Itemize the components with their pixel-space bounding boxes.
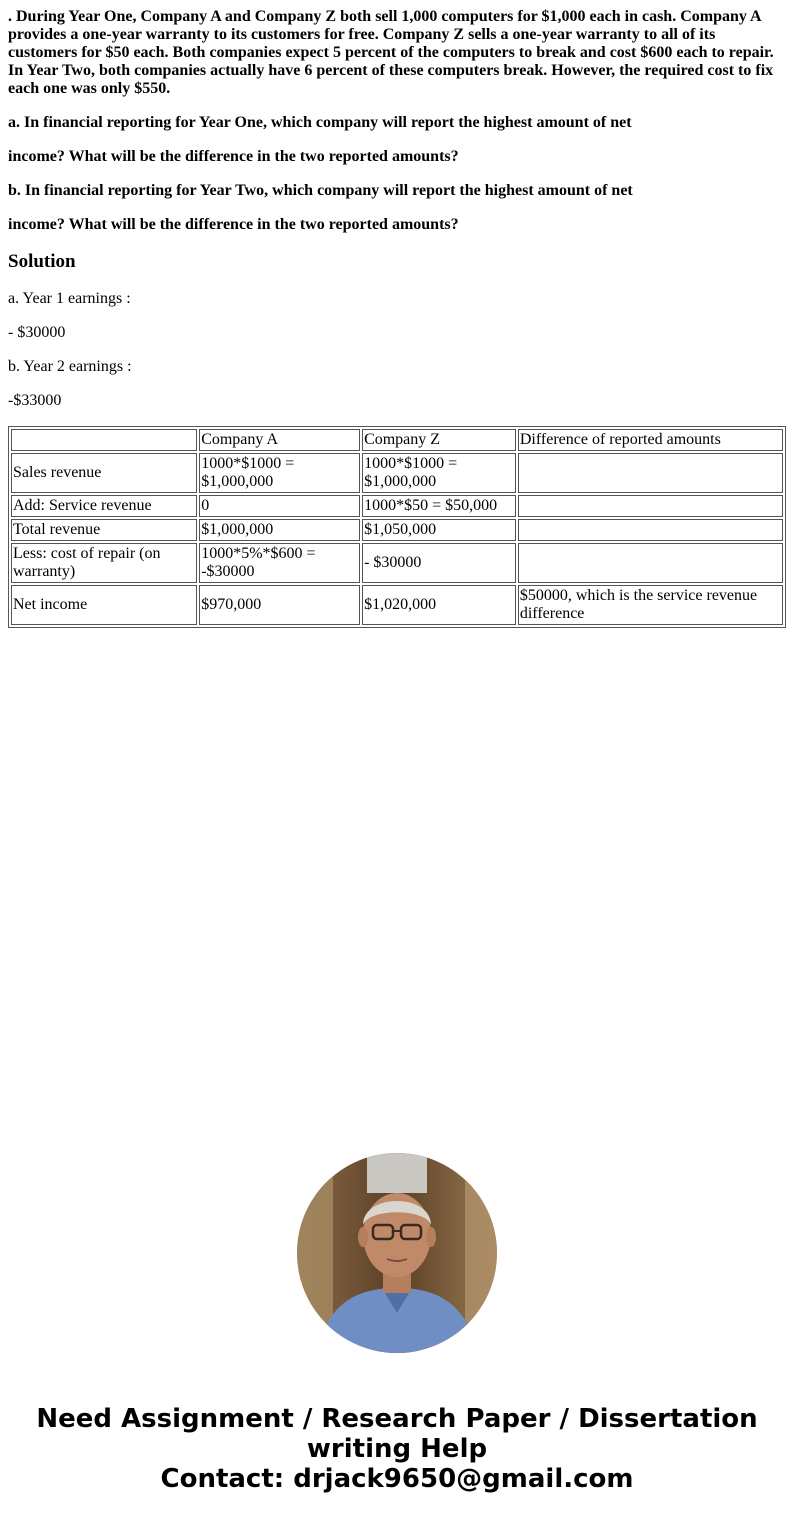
table-header-cell: [11, 429, 197, 451]
contact-email: Contact: drjack9650@gmail.com: [160, 1464, 634, 1494]
table-cell: 0: [199, 495, 360, 517]
part-a-line-2: income? What will be the difference in the two reported amounts?: [8, 148, 459, 165]
table-cell: Sales revenue: [11, 453, 197, 493]
table-cell: $970,000: [199, 585, 360, 625]
part-a-line-1: a. In financial reporting for Year One, which company will report the highest amount of net: [8, 114, 632, 131]
table-header-row: [11, 429, 783, 451]
table-cell: $1,020,000: [362, 585, 516, 625]
table-cell: - $30000: [362, 543, 516, 583]
document-body: [0, 0, 794, 628]
contact-banner: [0, 1404, 794, 1494]
table-cell: 1000*$1000 = $1,000,000: [199, 453, 360, 493]
table-row: [11, 543, 783, 583]
table-cell: Total revenue: [11, 519, 197, 541]
contact-banner-line-2: writing Help: [306, 1434, 488, 1464]
table-cell: 1000*$1000 = $1,000,000: [362, 453, 516, 493]
table-row: [11, 519, 783, 541]
part-b-line-2: income? What will be the difference in the two reported amounts?: [8, 216, 459, 233]
table-cell: Add: Service revenue: [11, 495, 197, 517]
table-header-cell: Company Z: [362, 429, 516, 451]
table-cell: $50000, which is the service revenue difference: [518, 585, 783, 625]
author-photo: [297, 1153, 497, 1353]
table-cell: 1000*$50 = $50,000: [362, 495, 516, 517]
table-cell: 1000*5%*$600 = -$30000: [199, 543, 360, 583]
author-portrait-image: [297, 1153, 497, 1353]
answer-b-value: -$33000: [8, 392, 62, 409]
table-header-cell: Difference of reported amounts: [518, 429, 783, 451]
answer-b-label: b. Year 2 earnings :: [8, 358, 132, 375]
net-income-table: [8, 426, 786, 628]
answer-a-value: - $30000: [8, 324, 66, 341]
table-header-cell: Company A: [199, 429, 360, 451]
part-b-line-1: b. In financial reporting for Year Two, which company will report the highest amount of net: [8, 182, 633, 199]
table-row: [11, 453, 783, 493]
solution-heading: Solution: [8, 251, 76, 272]
table-row: [11, 585, 783, 625]
question-intro: . During Year One, Company A and Company Z both sell 1,000 computers for $1,000 each in cash. Company A provides a one-year warranty to its customers for free. Company Z sells a one-year warranty to all of its customers for $50 each. Both companies expect 5 percent of the computers to break and cost $600 each to repair. In Year Two, both companies actually have 6 percent of these computers break. However, the required cost to fix each one was only $550.: [8, 8, 774, 97]
table-cell: [518, 519, 783, 541]
answer-a-label: a. Year 1 earnings :: [8, 290, 131, 307]
table-cell: $1,000,000: [199, 519, 360, 541]
table-row: [11, 495, 783, 517]
contact-banner-line-1: Need Assignment / Research Paper / Dissertation: [36, 1404, 758, 1434]
table-cell: Less: cost of repair (on warranty): [11, 543, 197, 583]
table-cell: [518, 453, 783, 493]
table-cell: $1,050,000: [362, 519, 516, 541]
table-cell: [518, 495, 783, 517]
table-cell: Net income: [11, 585, 197, 625]
table-cell: [518, 543, 783, 583]
